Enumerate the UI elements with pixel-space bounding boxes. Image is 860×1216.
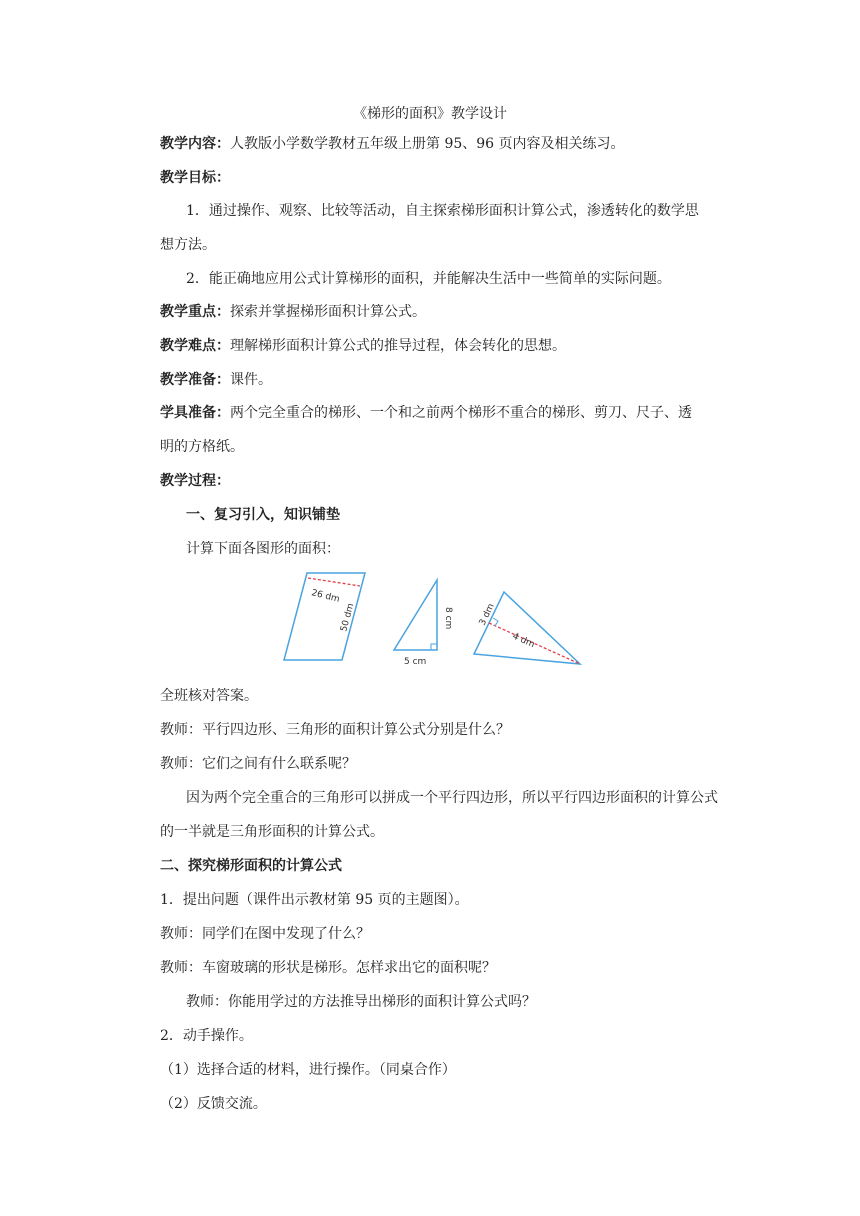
section-1-question-2: 教师：它们之间有什么联系呢？ [160,756,356,772]
section-2-step-1: 1．提出问题（课件出示教材第 95 页的主题图）。 [160,892,469,908]
difficulty-text: 理解梯形面积计算公式的推导过程，体会转化的思想。 [230,338,566,354]
teacher-prep-label: 教学准备： [160,372,230,388]
teaching-goals-label: 教学目标： [160,170,230,186]
section-1-explain-line-1: 因为两个完全重合的三角形可以拼成一个平行四边形，所以平行四边形面积的计算公式 [186,790,718,806]
section-1-check: 全班核对答案。 [160,688,258,704]
right-triangle-shape [394,580,437,650]
teaching-content [160,134,740,154]
difficulty [160,336,740,356]
process-label: 教学过程： [160,473,230,489]
student-prep-text-line-2: 明的方格纸。 [160,439,244,455]
right-angle-mark [431,644,437,650]
section-1-explain-line-2: 的一半就是三角形面积的计算公式。 [160,824,384,840]
right-triangle-height-label: 8 cm [443,607,453,630]
key-point [160,302,740,322]
teaching-content-text: 人教版小学数学教材五年级上册第 95、96 页内容及相关练习。 [230,136,625,152]
section-2-step-2: 2．动手操作。 [160,1028,253,1044]
section-2-question-3: 教师：你能用学过的方法推导出梯形的面积计算公式吗？ [186,994,536,1010]
section-1-question-1: 教师：平行四边形、三角形的面积计算公式分别是什么？ [160,722,510,738]
section-2-question-1: 教师：同学们在图中发现了什么？ [160,926,370,942]
student-prep-text-line-1: 两个完全重合的梯形、一个和之前两个梯形不重合的梯形、剪刀、尺子、透 [230,405,692,421]
parallelogram-side-label: 50 dm [339,602,357,633]
goal-1-line-1: 1．通过操作、观察、比较等活动，自主探索梯形面积计算公式，渗透转化的数学思 [186,203,699,219]
document-title: 《梯形的面积》教学设计 [353,106,507,122]
parallelogram-height-line [308,578,360,586]
goal-1-line-2: 想方法。 [160,237,216,253]
student-prep [160,403,740,423]
parallelogram-base-label: 26 dm [310,588,341,605]
obtuse-triangle-height-label: 4 dm [510,631,536,651]
teacher-prep [160,370,740,390]
section-2-heading: 二、探究梯形面积的计算公式 [160,858,342,874]
obtuse-triangle-side-label: 3 dm [477,602,497,628]
right-triangle-base-label: 5 cm [404,657,427,667]
section-1-heading: 一、复习引入，知识铺垫 [186,507,340,523]
key-point-label: 教学重点： [160,304,230,320]
section-2-step-2a: （1）选择合适的材料，进行操作。（同桌合作） [160,1062,456,1078]
geometry-figure-svg [280,568,590,668]
teacher-prep-text: 课件。 [230,372,272,388]
obtuse-triangle-shape [474,592,580,664]
section-2-step-2b: （2）反馈交流。 [160,1096,267,1112]
goal-2: 2．能正确地应用公式计算梯形的面积，并能解决生活中一些简单的实际问题。 [186,271,671,287]
geometry-figure [280,568,590,668]
section-1-prompt: 计算下面各图形的面积： [186,541,340,557]
section-2-question-2: 教师：车窗玻璃的形状是梯形。怎样求出它的面积呢？ [160,960,496,976]
difficulty-label: 教学难点： [160,338,230,354]
key-point-text: 探索并掌握梯形面积计算公式。 [230,304,426,320]
student-prep-label: 学具准备： [160,405,230,421]
teaching-content-label: 教学内容： [160,136,230,152]
